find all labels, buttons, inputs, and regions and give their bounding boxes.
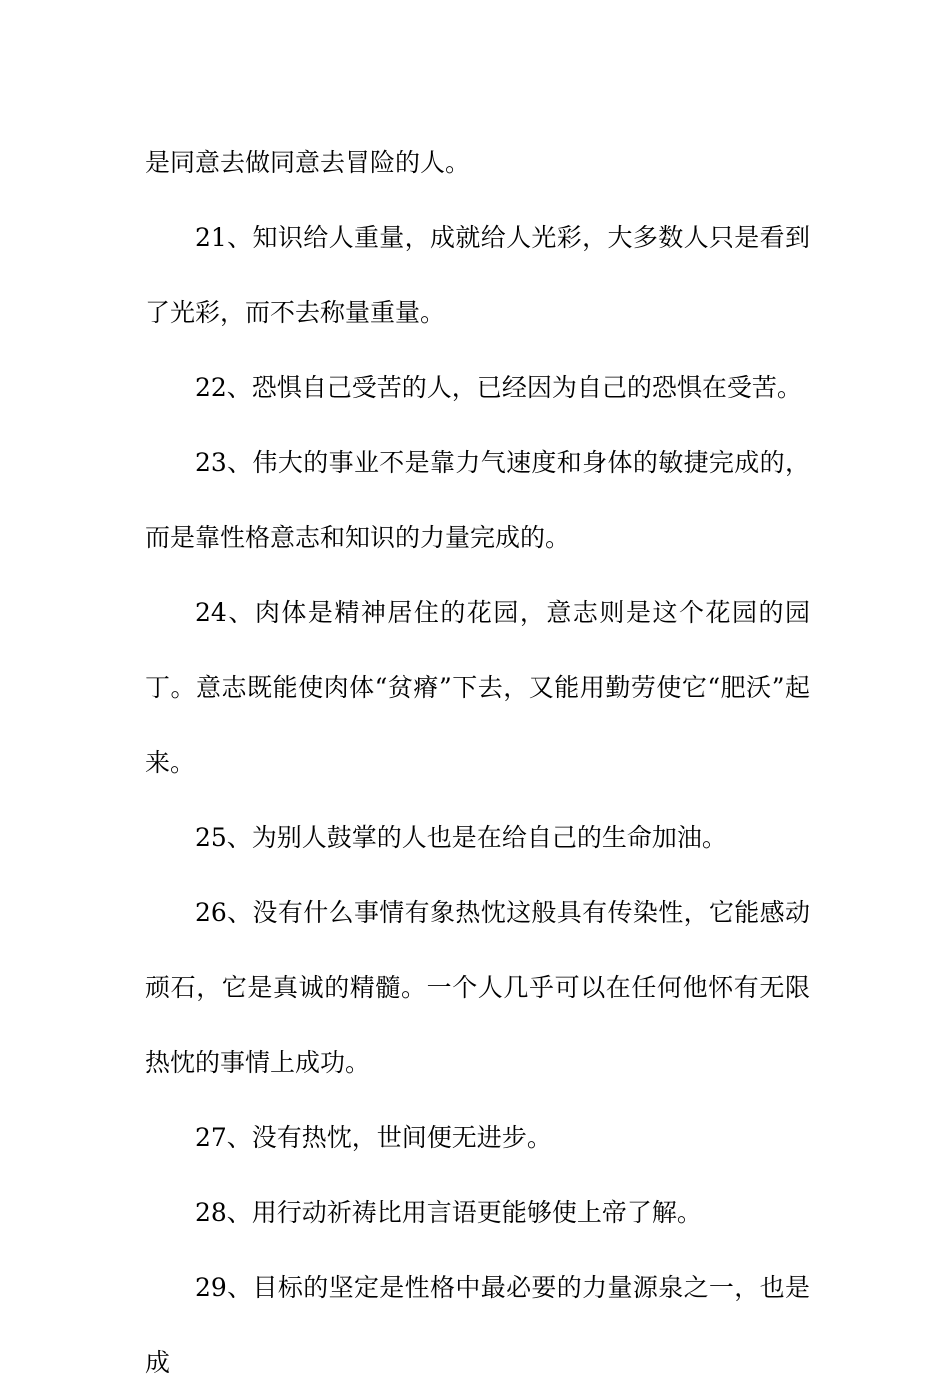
body-text — [145, 125, 810, 1400]
paragraph-22: 22、恐惧自己受苦的人，已经因为自己的恐惧在受苦。 — [195, 373, 802, 402]
paragraph-21: 21、知识给人重量，成就给人光彩，大多数人只是看到了光彩，而不去称量重量。 — [145, 223, 810, 327]
paragraph-24: 24、肉体是精神居住的花园，意志则是这个花园的园丁。意志既能使肉体“贫瘠”下去，又能用勤劳使它“肥沃”起来。 — [145, 598, 810, 777]
paragraph-29: 29、目标的坚定是性格中最必要的力量源泉之一，也是成 — [145, 1273, 810, 1377]
paragraph-28: 28、用行动祈祷比用言语更能够使上帝了解。 — [195, 1198, 702, 1227]
paragraph-26: 26、没有什么事情有象热忱这般具有传染性，它能感动顽石，它是真诚的精髓。一个人几乎可以在任何他怀有无限热忱的事情上成功。 — [145, 898, 810, 1077]
paragraph-continuation: 是同意去做同意去冒险的人。 — [145, 148, 471, 177]
paragraph-25: 25、为别人鼓掌的人也是在给自己的生命加油。 — [195, 823, 727, 852]
paragraph-23: 23、伟大的事业不是靠力气速度和身体的敏捷完成的，而是靠性格意志和知识的力量完成的。 — [145, 448, 810, 552]
paragraph-27: 27、没有热忱，世间便无进步。 — [195, 1123, 552, 1152]
